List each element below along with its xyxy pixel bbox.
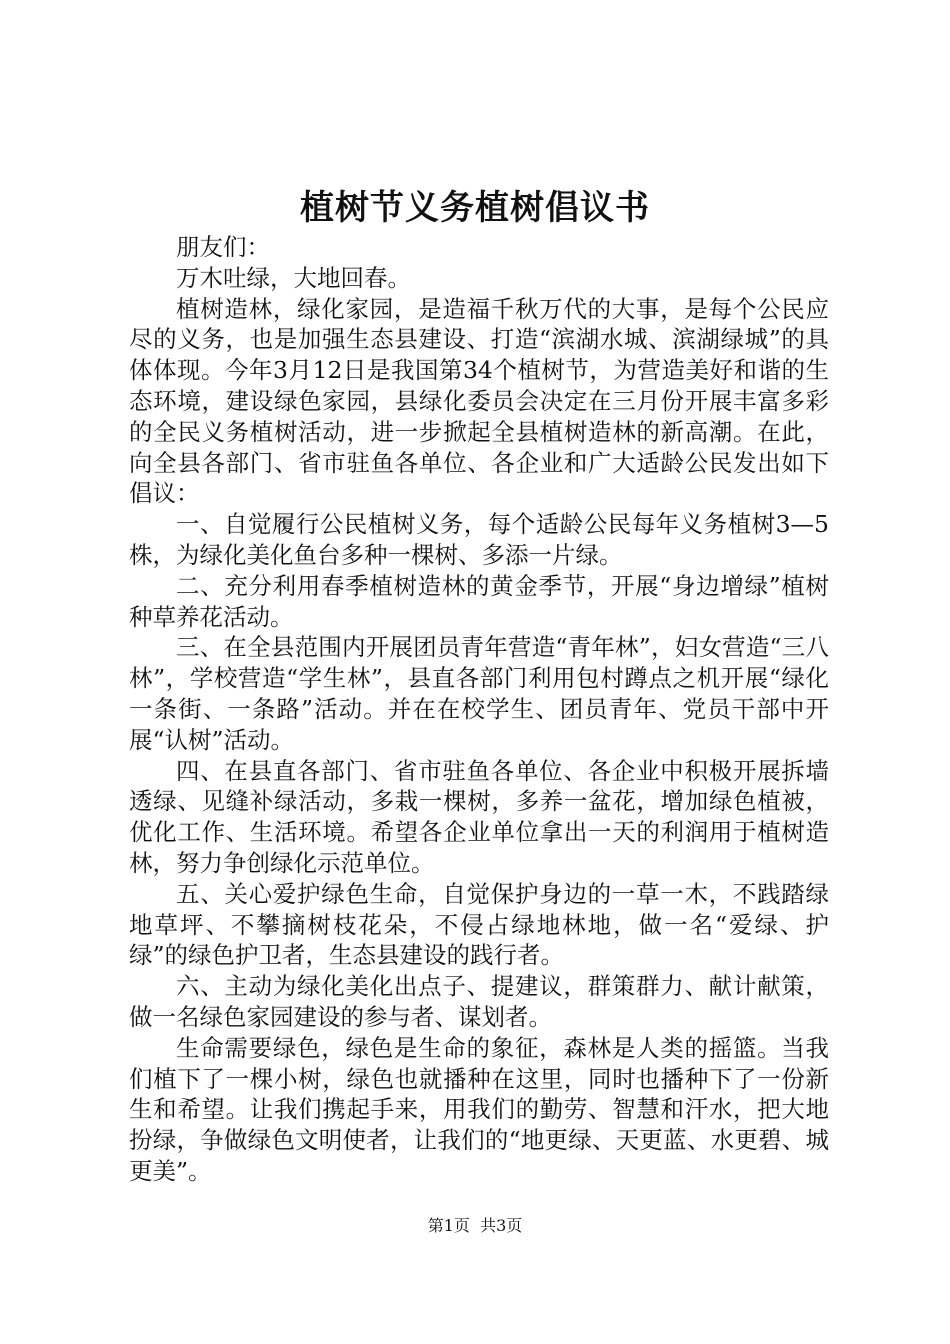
proposal-item-3: 三、在全县范围内开展团员青年营造“青年林”，妇女营造“三八林”，学校营造“学生林”，县直各部门利用包村蹲点之机开展“绿化一条街、一条路”活动。并在在校学生、团员青年、党员干部中开展“认树”活动。: [129, 633, 829, 754]
opening-line: 万木吐绿，大地回春。: [176, 263, 411, 292]
proposal-item-1: 一、自觉履行公民植树义务，每个适龄公民每年义务植树3—5株，为绿化美化鱼台多种一棵树、多添一片绿。: [129, 510, 829, 569]
proposal-item-5: 五、关心爱护绿色生命，自觉保护身边的一草一木，不践踏绿地草坪、不攀摘树枝花朵，不侵占绿地林地，做一名“爱绿、护绿”的绿色护卫者，生态县建设的践行者。: [129, 879, 829, 970]
salutation: 朋友们：: [176, 233, 270, 261]
proposal-item-2: 二、充分利用春季植树造林的黄金季节，开展“身边增绿”植树种草养花活动。: [129, 571, 829, 631]
document-title: 植树节义务植树倡议书: [300, 188, 650, 228]
intro-paragraph: 植树造林，绿化家园，是造福千秋万代的大事，是每个公民应尽的义务，也是加强生态县建设、打造“滨湖水城、滨湖绿城”的具体体现。今年3月12日是我国第34个植树节，为营造美好和谐的生态环境，建设绿色家园，县绿化委员会决定在三月份开展丰富多彩的全民义务植树活动，进一步掀起全县植树造林的新高潮。在此，向全县各部门、省市驻鱼各单位、各企业和广大适龄公民发出如下倡议：: [129, 294, 829, 508]
document-body: [129, 232, 829, 1187]
page-footer: [0, 1215, 950, 1237]
proposal-item-6: 六、主动为绿化美化出点子、提建议，群策群力、献计献策，做一名绿色家园建设的参与者、谋划者。: [129, 972, 829, 1031]
page-number-label: 第1页 共3页: [427, 1216, 523, 1235]
closing-paragraph: 生命需要绿色，绿色是生命的象征，森林是人类的摇篮。当我们植下了一棵小树，绿色也就播种在这里，同时也播种下了一份新生和希望。让我们携起手来，用我们的勤劳、智慧和汗水，把大地扮绿，争做绿色文明使者，让我们的“地更绿、天更蓝、水更碧、城更美”。: [129, 1033, 829, 1185]
proposal-item-4: 四、在县直各部门、省市驻鱼各单位、各企业中积极开展拆墙透绿、见缝补绿活动，多栽一棵树，多养一盆花，增加绿色植被，优化工作、生活环境。希望各企业单位拿出一天的利润用于植树造林，努力争创绿化示范单位。: [129, 756, 829, 877]
